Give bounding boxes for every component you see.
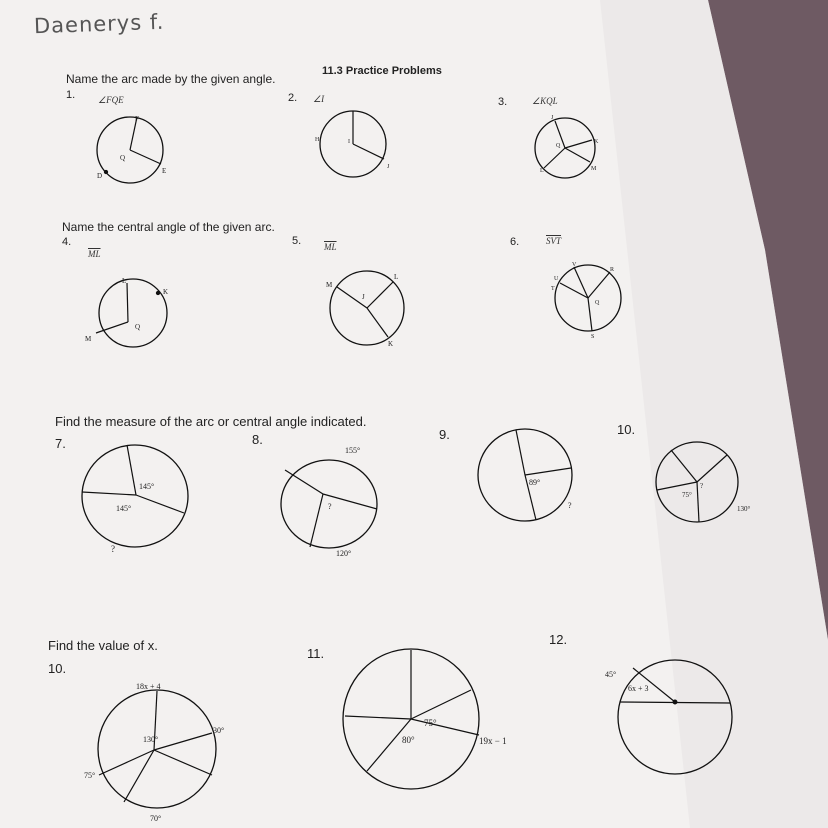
fig4-label-m: M — [85, 335, 92, 343]
problem-9-number: 9. — [439, 427, 450, 442]
fig3-label-q: Q — [556, 143, 561, 149]
section1-instruction: Name the arc made by the given angle. — [66, 72, 276, 86]
fig3-label-l: L — [540, 168, 544, 174]
fig6-label-s: S — [591, 334, 595, 340]
problem-3-prompt: ∠KQL — [532, 96, 558, 106]
fig5-label-m: M — [326, 281, 333, 289]
figure-7-circle — [82, 445, 188, 554]
fig10b-label-75: 75° — [84, 771, 96, 780]
fig10b-label-30: 30° — [213, 726, 225, 735]
fig1-label-f: F — [135, 115, 139, 123]
fig8-label-120: 120° — [336, 549, 352, 558]
fig11-label-80: 80° — [402, 735, 415, 745]
fig8-label-question: ? — [328, 502, 332, 511]
problem-6-number: 6. — [510, 236, 520, 248]
fig3-label-k: K — [594, 139, 599, 145]
problem-3-number: 3. — [498, 96, 508, 108]
figure-12-circle — [605, 660, 732, 774]
figure-2-circle — [315, 111, 390, 177]
figure-3-circle — [535, 115, 599, 178]
figure-6-circle — [551, 262, 621, 340]
fig4-label-q: Q — [135, 323, 141, 331]
fig5-label-k: K — [388, 340, 394, 348]
fig12-label-6x3: 6x + 3 — [628, 684, 649, 693]
fig10a-label-question: ? — [700, 482, 704, 490]
fig4-label-l: L — [122, 277, 127, 285]
fig5-label-l: L — [394, 273, 399, 281]
section3-instruction: Find the measure of the arc or central angle indicated. — [55, 414, 367, 429]
fig5-label-j: J — [362, 293, 365, 301]
worksheet-title: 11.3 Practice Problems — [322, 65, 442, 77]
problem-4-number: 4. — [62, 236, 72, 248]
figure-8-circle — [281, 446, 377, 558]
problem-10a-number: 10. — [617, 422, 636, 437]
fig1-label-q: Q — [120, 154, 126, 162]
fig3-label-j: J — [551, 115, 554, 121]
problem-5-prompt: $\overline{ML}$ — [324, 242, 337, 252]
fig1-label-e: E — [162, 167, 167, 175]
fig2-label-j: J — [387, 164, 390, 170]
fig6-label-v: V — [572, 262, 577, 268]
fig6-label-u: U — [554, 276, 559, 282]
fig2-label-h: H — [315, 137, 320, 143]
fig6-label-q: Q — [595, 300, 600, 306]
problem-8-number: 8. — [252, 432, 263, 447]
fig7-label-question: ? — [111, 544, 115, 554]
fig10a-label-75: 75° — [682, 491, 692, 499]
fig9-label-question: ? — [568, 501, 572, 510]
problem-12-number: 12. — [549, 632, 568, 647]
problem-7-number: 7. — [55, 436, 66, 451]
fig9-label-89: 89° — [529, 478, 541, 487]
fig8-label-155: 155° — [345, 446, 361, 455]
fig2-label-i: I — [348, 139, 350, 145]
fig7-label-145-b: 145° — [116, 504, 132, 513]
fig10a-label-130: 130° — [737, 505, 751, 513]
fig1-label-d: D — [97, 172, 103, 180]
problem-2-number: 2. — [288, 92, 298, 104]
fig3-label-m: M — [591, 166, 597, 172]
figure-11-circle — [343, 649, 507, 789]
figure-10a-circle — [656, 442, 751, 522]
fig6-label-r: R — [610, 267, 615, 273]
figure-9-circle — [478, 429, 572, 521]
section2-instruction: Name the central angle of the given arc. — [62, 220, 275, 234]
fig11-label-75: 75° — [424, 718, 437, 728]
problem-6-prompt: $\overline{SVT}$ — [546, 236, 562, 246]
fig4-label-k: K — [163, 288, 169, 296]
fig10b-label-70: 70° — [150, 814, 162, 823]
section4-instruction: Find the value of x. — [48, 638, 158, 653]
fig10b-label-130: 130° — [143, 735, 159, 744]
fig6-label-t: T — [551, 286, 555, 292]
problem-1-prompt: ∠FQE — [98, 95, 124, 105]
figure-5-circle — [326, 271, 404, 348]
figure-4-circle — [85, 277, 168, 347]
figure-10b-circle — [84, 682, 224, 823]
problem-1-number: 1. — [66, 89, 76, 101]
student-name: Daenerys f. — [33, 9, 165, 39]
problem-11-number: 11. — [307, 646, 325, 661]
problem-5-number: 5. — [292, 235, 302, 247]
fig7-label-145-a: 145° — [139, 482, 155, 491]
problem-10b-number: 10. — [48, 661, 67, 676]
problem-4-prompt: $\overline{ML}$ — [88, 249, 101, 259]
figure-1-circle — [97, 115, 166, 183]
fig12-label-45: 45° — [605, 670, 617, 679]
fig11-label-19x1: 19x − 1 — [479, 736, 507, 746]
problem-2-prompt: ∠I — [313, 94, 325, 104]
fig10b-label-18x4: 18x + 4 — [136, 682, 161, 691]
